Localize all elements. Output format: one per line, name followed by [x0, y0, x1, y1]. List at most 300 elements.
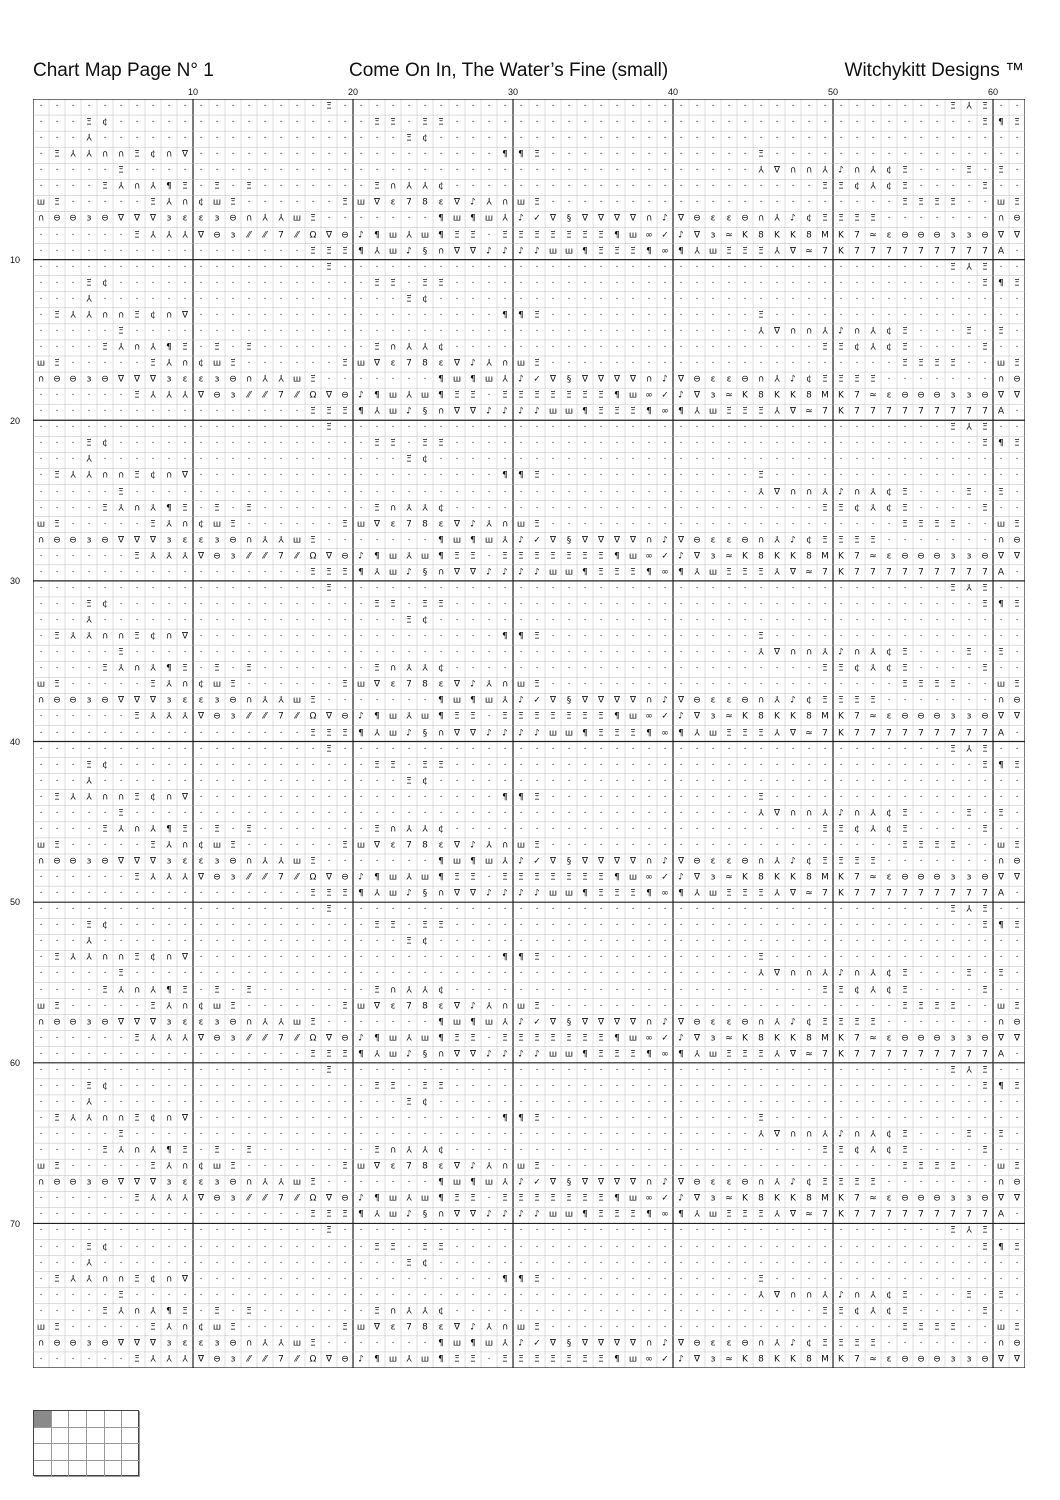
chart-symbol: · [872, 793, 875, 802]
chart-symbol: · [856, 922, 859, 931]
chart-symbol: · [648, 761, 651, 770]
chart-symbol: · [216, 938, 219, 947]
chart-symbol: Ξ [982, 1243, 988, 1252]
chart-symbol: · [280, 665, 283, 674]
chart-symbol: Ξ [438, 1082, 444, 1091]
chart-symbol: Ξ [870, 536, 876, 545]
chart-symbol: · [584, 793, 587, 802]
chart-symbol: Ξ [998, 970, 1004, 979]
chart-symbol: · [568, 343, 571, 352]
chart-symbol: · [56, 327, 59, 336]
chart-symbol: ε [887, 231, 892, 240]
chart-symbol: Ξ [902, 825, 908, 834]
chart-symbol: · [712, 1115, 715, 1124]
chart-symbol: · [536, 665, 539, 674]
chart-symbol: · [616, 1147, 619, 1156]
chart-symbol: · [488, 1147, 491, 1156]
chart-symbol: ≈ [869, 874, 877, 883]
chart-symbol: · [488, 119, 491, 128]
chart-symbol: ∇ [598, 858, 604, 867]
chart-symbol: K [838, 1211, 844, 1220]
chart-symbol: ε [439, 360, 444, 369]
chart-symbol: · [440, 584, 443, 593]
chart-symbol: ш [37, 360, 45, 369]
chart-symbol: ⅄ [502, 1018, 508, 1027]
chart-symbol: · [216, 745, 219, 754]
chart-symbol: · [616, 825, 619, 834]
chart-symbol: ⁄⁄ [263, 392, 266, 401]
chart-symbol: · [808, 665, 811, 674]
row-number: 10 [10, 255, 20, 265]
chart-symbol: ⅄ [278, 697, 284, 706]
chart-symbol: Ξ [342, 568, 348, 577]
chart-symbol: · [696, 649, 699, 658]
chart-symbol: Ξ [1014, 1323, 1020, 1332]
chart-symbol: · [808, 938, 811, 947]
chart-symbol: · [328, 1179, 331, 1188]
chart-symbol: · [360, 1131, 363, 1140]
chart-symbol: · [968, 600, 971, 609]
chart-symbol: · [744, 1098, 747, 1107]
chart-symbol: · [728, 119, 731, 128]
chart-symbol: · [488, 793, 491, 802]
chart-symbol: Ξ [342, 681, 348, 690]
chart-symbol: · [264, 1066, 267, 1075]
chart-symbol: · [872, 520, 875, 529]
chart-symbol: 7 [982, 568, 988, 577]
chart-symbol: · [552, 1131, 555, 1140]
chart-symbol: · [440, 1275, 443, 1284]
chart-symbol: ¶ [374, 874, 380, 883]
chart-symbol: · [328, 938, 331, 947]
chart-symbol: · [344, 1098, 347, 1107]
chart-symbol: · [952, 504, 955, 513]
chart-symbol: · [296, 890, 299, 899]
chart-symbol: · [936, 954, 939, 963]
chart-symbol: ∩ [758, 1018, 765, 1027]
chart-symbol: · [584, 809, 587, 818]
chart-symbol: Ξ [214, 1307, 220, 1316]
chart-symbol: · [744, 119, 747, 128]
chart-symbol: · [440, 809, 443, 818]
chart-symbol: · [904, 761, 907, 770]
chart-symbol: Ξ [870, 1179, 876, 1188]
chart-symbol: · [40, 440, 43, 449]
chart-symbol: · [488, 761, 491, 770]
chart-symbol: ¢ [422, 777, 428, 786]
chart-symbol: ♪ [838, 488, 844, 497]
chart-symbol: K [790, 392, 796, 401]
chart-symbol: Ξ [742, 408, 748, 417]
chart-symbol: ⅄ [966, 103, 972, 112]
chart-symbol: ¢ [886, 167, 892, 176]
chart-symbol: · [712, 151, 715, 160]
chart-symbol: · [88, 1307, 91, 1316]
chart-symbol: · [808, 1115, 811, 1124]
chart-symbol: ε [391, 1002, 396, 1011]
chart-symbol: ⅄ [694, 247, 700, 256]
chart-symbol: · [296, 1211, 299, 1220]
chart-symbol: Ξ [822, 215, 828, 224]
chart-symbol: · [568, 986, 571, 995]
chart-symbol: · [696, 1243, 699, 1252]
chart-symbol: · [808, 311, 811, 320]
chart-symbol: · [632, 343, 635, 352]
chart-symbol: · [744, 745, 747, 754]
chart-symbol: ¢ [102, 119, 108, 128]
chart-symbol: 7 [934, 729, 940, 738]
chart-symbol: ∇ [134, 215, 140, 224]
chart-symbol: · [872, 777, 875, 786]
chart-symbol: · [136, 408, 139, 417]
chart-symbol: ε [439, 1163, 444, 1172]
chart-symbol: · [232, 263, 235, 272]
chart-symbol: · [584, 584, 587, 593]
chart-symbol: · [200, 263, 203, 272]
chart-symbol: · [760, 922, 763, 931]
chart-symbol: · [664, 1259, 667, 1268]
chart-symbol: · [440, 793, 443, 802]
chart-symbol: · [888, 520, 891, 529]
chart-symbol: ∇ [790, 247, 796, 256]
chart-symbol: · [184, 1227, 187, 1236]
chart-symbol: · [616, 1323, 619, 1332]
chart-symbol: ¢ [886, 504, 892, 513]
chart-symbol: · [1000, 1227, 1003, 1236]
chart-symbol: ∇ [182, 793, 188, 802]
chart-symbol: ш [517, 841, 525, 850]
chart-symbol: 7 [982, 729, 988, 738]
chart-symbol: · [104, 327, 107, 336]
chart-symbol: · [728, 167, 731, 176]
chart-symbol: · [824, 295, 827, 304]
chart-symbol: Ξ [998, 167, 1004, 176]
chart-symbol: · [520, 279, 523, 288]
chart-symbol: · [584, 681, 587, 690]
chart-symbol: · [648, 1002, 651, 1011]
chart-symbol: ⅄ [374, 247, 380, 256]
chart-symbol: · [712, 665, 715, 674]
chart-symbol: · [344, 343, 347, 352]
chart-symbol: · [568, 745, 571, 754]
chart-symbol: · [56, 1243, 59, 1252]
chart-symbol: Ξ [758, 1211, 764, 1220]
chart-symbol: · [488, 183, 491, 192]
chart-symbol: ∩ [438, 729, 445, 738]
chart-symbol: · [536, 343, 539, 352]
chart-symbol: · [984, 295, 987, 304]
chart-symbol: · [632, 617, 635, 626]
chart-symbol: Ξ [374, 761, 380, 770]
chart-symbol: · [232, 456, 235, 465]
chart-symbol: · [392, 1098, 395, 1107]
chart-symbol: · [792, 938, 795, 947]
chart-symbol: · [600, 1291, 603, 1300]
chart-symbol: ε [727, 1339, 732, 1348]
chart-symbol: · [472, 600, 475, 609]
chart-symbol: ♪ [502, 1211, 508, 1220]
chart-symbol: · [472, 167, 475, 176]
chart-symbol: · [744, 151, 747, 160]
chart-symbol: · [72, 440, 75, 449]
chart-symbol: · [936, 1243, 939, 1252]
chart-symbol: · [936, 793, 939, 802]
chart-symbol: · [184, 906, 187, 915]
chart-symbol: M [821, 1195, 829, 1204]
chart-symbol: · [488, 617, 491, 626]
chart-symbol: · [296, 135, 299, 144]
chart-symbol: · [920, 472, 923, 481]
chart-symbol: · [904, 793, 907, 802]
chart-symbol: · [152, 745, 155, 754]
chart-symbol: · [792, 360, 795, 369]
chart-symbol: · [952, 456, 955, 465]
chart-symbol: · [88, 986, 91, 995]
chart-symbol: · [952, 1339, 955, 1348]
chart-symbol: · [312, 617, 315, 626]
chart-symbol: · [840, 841, 843, 850]
chart-symbol: · [120, 552, 123, 561]
chart-symbol: · [296, 954, 299, 963]
chart-symbol: · [408, 536, 411, 545]
chart-symbol: ∩ [806, 488, 813, 497]
chart-symbol: · [296, 761, 299, 770]
chart-symbol: · [584, 183, 587, 192]
chart-symbol: · [360, 151, 363, 160]
chart-symbol: · [600, 504, 603, 513]
chart-symbol: · [792, 777, 795, 786]
chart-symbol: · [216, 1098, 219, 1107]
chart-symbol: · [600, 649, 603, 658]
chart-symbol: · [760, 745, 763, 754]
chart-symbol: · [184, 617, 187, 626]
chart-symbol: ♪ [358, 392, 364, 401]
chart-symbol: · [984, 215, 987, 224]
chart-symbol: · [952, 1131, 955, 1140]
chart-symbol: ш [997, 681, 1005, 690]
chart-symbol: ∇ [374, 1163, 380, 1172]
chart-symbol: ⊖ [341, 1195, 349, 1204]
chart-symbol: · [376, 793, 379, 802]
chart-symbol: ш [453, 376, 461, 385]
chart-symbol: · [456, 119, 459, 128]
chart-symbol: Ξ [134, 231, 140, 240]
chart-symbol: · [744, 825, 747, 834]
chart-symbol: · [680, 311, 683, 320]
chart-symbol: · [472, 649, 475, 658]
chart-symbol: · [744, 135, 747, 144]
chart-symbol: Ξ [1014, 1243, 1020, 1252]
chart-symbol: ⅄ [774, 376, 780, 385]
chart-symbol: · [392, 633, 395, 642]
chart-symbol: · [56, 392, 59, 401]
chart-symbol: · [616, 151, 619, 160]
chart-symbol: · [216, 954, 219, 963]
chart-symbol: · [568, 922, 571, 931]
chart-symbol: · [456, 1115, 459, 1124]
chart-symbol: · [696, 279, 699, 288]
chart-symbol: · [648, 825, 651, 834]
chart-symbol: ∩ [246, 1339, 253, 1348]
chart-symbol: · [568, 1098, 571, 1107]
chart-symbol: ⅄ [150, 1034, 156, 1043]
chart-symbol: ¢ [886, 970, 892, 979]
chart-symbol: · [840, 584, 843, 593]
chart-symbol: Ξ [342, 199, 348, 208]
chart-symbol: · [760, 520, 763, 529]
chart-symbol: K [790, 552, 796, 561]
chart-symbol: · [520, 263, 523, 272]
chart-symbol: · [568, 1066, 571, 1075]
chart-symbol: Ξ [550, 231, 556, 240]
chart-symbol: Ξ [902, 1163, 908, 1172]
chart-symbol: · [424, 793, 427, 802]
chart-symbol: · [488, 1275, 491, 1284]
chart-symbol: Ξ [534, 633, 540, 642]
chart-symbol: · [968, 1339, 971, 1348]
chart-symbol: · [376, 1098, 379, 1107]
chart-symbol: ♪ [358, 713, 364, 722]
chart-symbol: ♪ [534, 1211, 540, 1220]
chart-symbol: · [552, 520, 555, 529]
chart-symbol: · [152, 1227, 155, 1236]
chart-symbol: · [888, 1082, 891, 1091]
chart-symbol: · [632, 199, 635, 208]
chart-symbol: · [216, 151, 219, 160]
chart-symbol: · [264, 440, 267, 449]
chart-symbol: ∇ [182, 472, 188, 481]
chart-symbol: · [792, 1323, 795, 1332]
chart-symbol: · [584, 440, 587, 449]
chart-symbol: · [712, 906, 715, 915]
chart-symbol: Ξ [182, 1307, 188, 1316]
chart-symbol: · [232, 1227, 235, 1236]
chart-symbol: · [792, 103, 795, 112]
chart-symbol: ♪ [518, 858, 524, 867]
chart-symbol: ɜ [87, 1339, 92, 1348]
chart-symbol: · [408, 745, 411, 754]
chart-symbol: · [184, 568, 187, 577]
chart-symbol: ¶ [646, 568, 652, 577]
chart-symbol: Ξ [902, 1147, 908, 1156]
chart-symbol: · [1000, 151, 1003, 160]
chart-symbol: · [72, 392, 75, 401]
chart-symbol: · [776, 279, 779, 288]
chart-symbol: · [568, 1082, 571, 1091]
chart-symbol: · [504, 488, 507, 497]
chart-symbol: · [296, 906, 299, 915]
chart-symbol: · [872, 135, 875, 144]
chart-symbol: · [856, 1227, 859, 1236]
chart-symbol: ⊖ [933, 874, 941, 883]
chart-symbol: · [312, 906, 315, 915]
chart-symbol: · [520, 440, 523, 449]
chart-symbol: § [567, 1339, 572, 1348]
chart-symbol: ¶ [470, 215, 476, 224]
chart-symbol: 7 [854, 890, 860, 899]
chart-symbol: · [1000, 1259, 1003, 1268]
chart-symbol: · [744, 584, 747, 593]
chart-symbol: · [120, 1323, 123, 1332]
chart-symbol: Ξ [342, 890, 348, 899]
chart-symbol: 7 [870, 408, 876, 417]
chart-symbol: Ξ [134, 392, 140, 401]
chart-symbol: · [264, 922, 267, 931]
chart-symbol: · [488, 1227, 491, 1236]
chart-symbol: · [440, 906, 443, 915]
chart-symbol: Ξ [966, 1291, 972, 1300]
chart-symbol: · [280, 745, 283, 754]
chart-symbol: · [344, 376, 347, 385]
chart-symbol: Ξ [934, 681, 940, 690]
chart-symbol: · [808, 745, 811, 754]
chart-symbol: · [632, 681, 635, 690]
chart-symbol: · [248, 906, 251, 915]
chart-symbol: Ξ [86, 1082, 92, 1091]
chart-symbol: · [328, 376, 331, 385]
chart-symbol: ⅄ [262, 536, 268, 545]
chart-symbol: ∩ [646, 1179, 653, 1188]
chart-symbol: · [792, 681, 795, 690]
chart-symbol: · [904, 1179, 907, 1188]
chart-symbol: · [88, 568, 91, 577]
chart-symbol: · [280, 504, 283, 513]
chart-symbol: · [744, 649, 747, 658]
chart-symbol: · [328, 1098, 331, 1107]
chart-symbol: · [248, 1323, 251, 1332]
chart-symbol: · [248, 1275, 251, 1284]
chart-symbol: · [280, 1291, 283, 1300]
chart-symbol: ɜ [231, 231, 236, 240]
chart-symbol: · [792, 1259, 795, 1268]
chart-symbol: Ξ [54, 1002, 60, 1011]
chart-symbol: · [152, 906, 155, 915]
chart-symbol: · [408, 1115, 411, 1124]
chart-symbol: · [472, 1259, 475, 1268]
chart-symbol: · [712, 424, 715, 433]
chart-symbol: · [616, 584, 619, 593]
chart-symbol: · [664, 343, 667, 352]
chart-symbol: ¢ [150, 633, 156, 642]
chart-symbol: · [280, 809, 283, 818]
chart-symbol: · [40, 1195, 43, 1204]
chart-symbol: · [952, 809, 955, 818]
chart-symbol: · [72, 1066, 75, 1075]
chart-symbol: · [56, 247, 59, 256]
chart-symbol: · [56, 440, 59, 449]
chart-symbol: · [440, 1066, 443, 1075]
chart-symbol: · [664, 440, 667, 449]
chart-symbol: · [440, 295, 443, 304]
chart-symbol: · [984, 633, 987, 642]
chart-symbol: · [1016, 665, 1019, 674]
chart-symbol: · [1000, 633, 1003, 642]
chart-symbol: 8 [758, 231, 764, 240]
chart-symbol: · [648, 1082, 651, 1091]
chart-symbol: · [328, 761, 331, 770]
chart-symbol: ∩ [246, 215, 253, 224]
chart-symbol: · [744, 1275, 747, 1284]
chart-symbol: · [104, 167, 107, 176]
chart-symbol: · [1016, 777, 1019, 786]
chart-symbol: Ξ [902, 649, 908, 658]
chart-symbol: Ξ [982, 1147, 988, 1156]
chart-symbol: · [168, 119, 171, 128]
chart-symbol: ɜ [711, 392, 716, 401]
chart-symbol: · [520, 167, 523, 176]
chart-symbol: Ξ [406, 1098, 412, 1107]
chart-symbol: · [648, 183, 651, 192]
